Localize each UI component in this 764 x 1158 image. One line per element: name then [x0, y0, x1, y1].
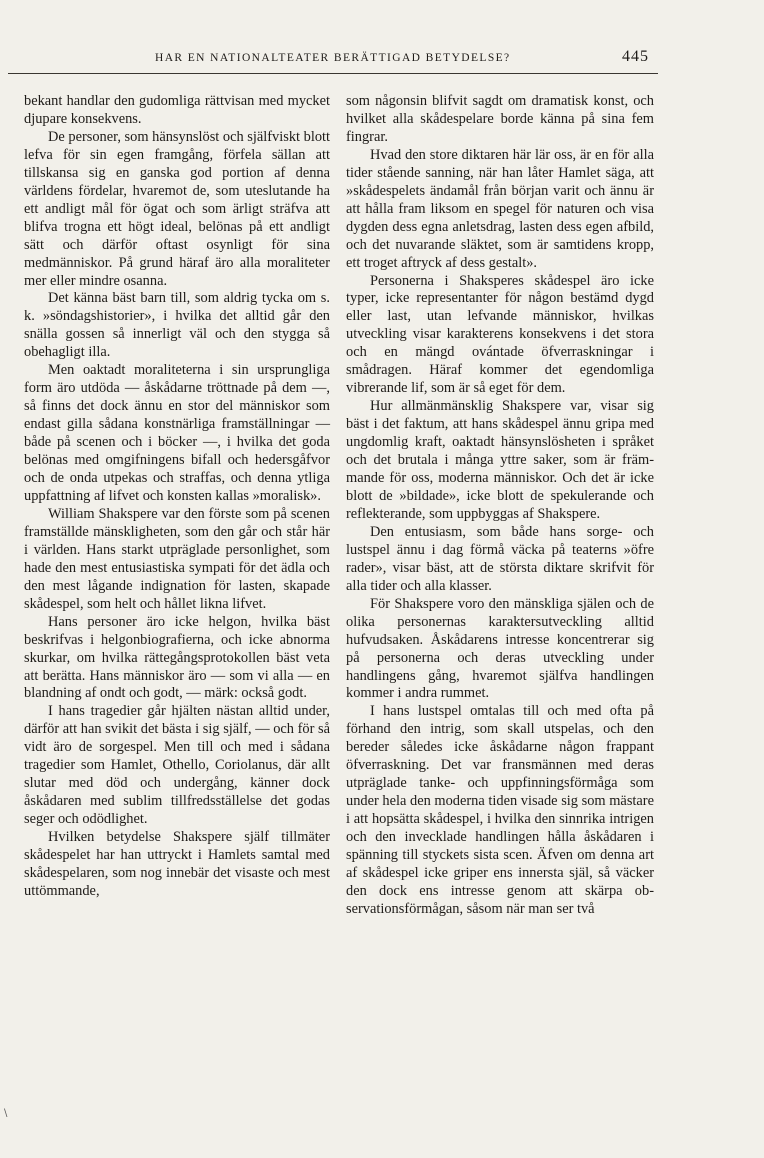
paragraph: I hans lustspel omtalas till och med ofta på förhand den intrig, som skall utspelas, och den bereder således icke åskådarne någon frappant öfverraskning. Det var fransmännen med deras utpräglade tanke- och uppfinningsförmåga som under hela den moderna tiden visade sig som mästare i att hopsätta skådespel, i hvilka den sinnrika intrigen och den invecklade handlingen hålla åskådaren i spänning till styckets sista scen. Äfven om denna art af skådespel icke griper ens innersta själ, så väcker den dock ens intresse genom att skärpa observationsförmågan, såsom när man ser två: [346, 703, 654, 917]
left-column: [24, 93, 330, 901]
paragraph: bekant handlar den gudomliga rättvisan med mycket djupare konsekvens.: [24, 93, 330, 127]
page-header: [0, 44, 764, 74]
paragraph: Personerna i Shaksperes skådespel äro icke typer, icke representanter för någon bestämd dygd eller last, utan lefvande människor, hvilkas utveckling visar karakterens konsekvens i det stora och en mängd ovántade öfverraskningar i smådragen. Häraf kommer det egendomliga vibrerande lif, som är så eget för dem.: [346, 272, 654, 397]
header-rule: [8, 73, 658, 74]
paragraph: Hans personer äro icke helgon, hvilka bäst beskrifvas i helgonbiografierna, och icke abnorma skurkar, om hvilka rättegångsprotokollen bäst veta att berätta. Hans människor äro — som vi alla — en blandning af ondt och godt, — märk: också godt.: [24, 613, 330, 702]
paragraph: Det känna bäst barn till, som aldrig tycka om s. k. »söndagshistorier», i hvilka det alltid går den snälla gossen så innerligt väl och den stygga så obehagligt illa.: [24, 290, 330, 361]
page-number: 445: [622, 48, 649, 65]
paragraph: som någonsin blifvit sagdt om dramatisk konst, och hvilket alla skådespelare borde känna på sina fem fingrar.: [346, 93, 654, 145]
right-column: [346, 93, 654, 919]
running-title: HAR EN NATIONALTEATER BERÄTTIGAD BETYDELSE?: [155, 52, 511, 64]
paragraph: De personer, som hänsynslöst och själfviskt blott lefva för sin egen framgång, förfela sällan att tillskansa sig en ganska god portion af denna världens fördelar, hvaremot de, som uteslutande ha ett andligt mål för ögat och som ärligt sträfva att blifva trogna ett högt ideal, belönas på ett andligt sätt och därför oftast osynligt för sina medmänniskor. På grund häraf äro alla moraliteter mer eller mindre osanna.: [24, 128, 331, 289]
paragraph: Hvilken betydelse Shakspere själf tillmäter skådespelet har han uttryckt i Hamlets samtal med skådespelaren, som nog innebär det visaste och mest uttömmande,: [24, 829, 330, 899]
paragraph: Den entusiasm, som både hans sorge- och lustspel ännu i dag förmå väcka på teaterns »öfre rader», visar bäst, att de största diktare skrifvit för alla tider och alla klasser.: [346, 523, 654, 594]
paragraph: Hur allmänmänsklig Shakspere var, visar sig bäst i det faktum, att hans skådespel ännu gripa med ungdomlig kraft, oaktadt hänsynslösheten i språket och det brutala i många yttre saker, som är främmande för oss, moderna människor. Och det är icke blott de »bildade», icke blott de spekulerande och reflekterande, som uppbyggas af Shakspere.: [346, 398, 654, 522]
paragraph: För Shakspere voro den mänskliga själen och de olika personernas karaktersutveckling alltid hufvudsaken. Åskådarens intresse koncentrerar sig på personerna och deras utveckling under handlingens gång, hvaremot själfva handlingen kommer i andra rummet.: [346, 595, 654, 702]
paragraph: Hvad den store diktaren här lär oss, är en för alla tider stående sanning, när han låter Hamlet säga, att »skådespelets ändamål från början varit och ännu är att hålla fram liksom en spegel för naturen och visa dygden dess egna anletsdrag, lasten dess egen afbild, och det nuvarande släktet, som är samtidens kropp, ett troget aftryck af dess gestalt».: [346, 146, 654, 271]
paragraph: William Shakspere var den förste som på scenen framställde mänskligheten, som den går och står här i världen. Hans starkt utpräglade personlighet, som hade den mest entusiastiska sympati för det ädla och den mest lågande indignation för lasten, skapade skådespel, som helt och hållet likna lifvet.: [24, 505, 330, 612]
paragraph: I hans tragedier går hjälten nästan alltid under, därför att han svikit det bästa i sig själf, — och för så vidt äro de sorgespel. Men till och med i sådana tragedier som Hamlet, Othello, Coriolanus, där allt slutar med död och undergång, känner dock åskådaren med sublim tillfredsställelse det godas seger och odödlighet.: [24, 703, 330, 828]
print-speck: \: [4, 1108, 8, 1119]
paragraph: Men oaktadt moraliteterna i sin ursprungliga form äro utdöda — åskådarne tröttnade på dem —, så finns det dock ännu en stor del människor som endast gilla sådana konstnärliga framställningar — både på scenen och i böcker —, i hvilka det goda belönas med omgifningens bifall och hedersgåfvor och de onda utpekas och straffas, och denna ytliga uppfattning af lifvet och konsten kallas »moralisk».: [24, 362, 330, 504]
